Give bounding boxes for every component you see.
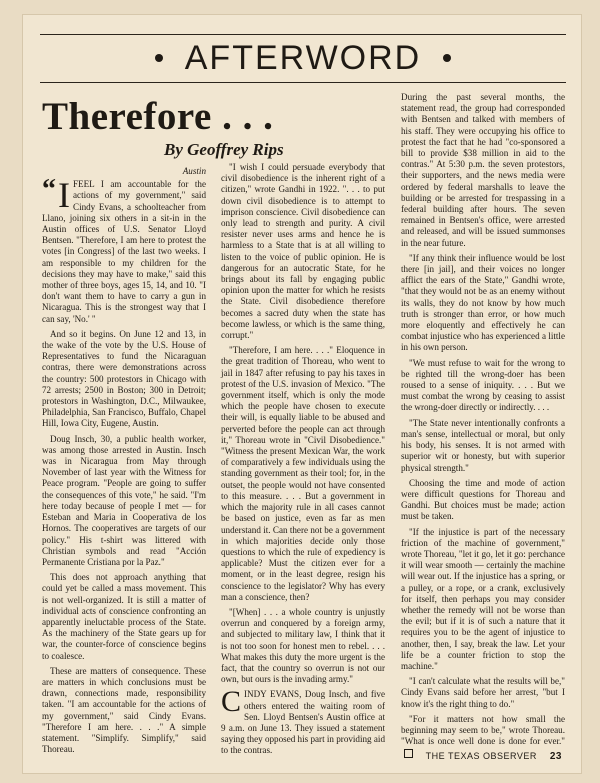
paragraph: “ I FEEL I am accountable for the actions of my government," said Cindy Evans, a schoolteacher from Llano, joining six others in a sit-in in the Austin offices of U.S. Senator Lloyd Bentsen. "Therefore, I am here to protest the votes [in Congress] of the last two weeks. I am responsible to my children for the decisions they may have to make," said this mother of three boys, ages 15, 14, and 10. "I don't want them to have to carry a gun in Nicaragua. This is the strongest way that I can say, 'No.' " (42, 174, 206, 324)
paragraph: "For it matters not how small the beginning may seem to be," wrote Thoreau. "What is once well done is done for ever." (401, 714, 565, 759)
bullet-icon (155, 54, 163, 62)
paragraph: "We must refuse to wait for the wrong to be righted till the wrong-doer has been roused to a sense of iniquity. . . . But we must combat the wrong by ceasing to assist the wrong-doer directly or indirectly. . . . (401, 357, 565, 413)
page-number: 23 (549, 751, 562, 762)
text-column-3 (401, 92, 565, 763)
paragraph: "[When] . . . a whole country is unjustly overrun and conquered by a foreign army, and subjected to military law, I think that it is not too soon for honest men to rebel. . . . What makes this duty the more urgent is the fact, that the country so overrun is not our own, but ours is the invading army." (221, 606, 385, 685)
paragraph: Choosing the time and mode of action were difficult questions for Thoreau and Gandhi. But choices must be made; action must be taken. (401, 477, 565, 522)
paragraph: "If any think their influence would be lost there [in jail], and their voices no longer afflict the ears of the State," Gandhi wrote, "that they would not be as an enemy without its walls, they do not know by how much truth is stronger than error, or how much more eloquently and effectively he can combat injustice who has experienced a little in his own person. (401, 252, 565, 353)
page-footer (426, 751, 562, 762)
paragraph: During the past several months, the statement read, the group had corresponded with Bentsen and talked with members of his staff. They were occupying his office to protest the fact that he had "co-sponsored a bill to provide $38 million in aid to the contras." At 5:30 p.m. the seven protestors, their supporters, and the news media were ordered by federal marshalls to leave the building or be arrested for trespassing in a federal building after hours. The seven remained in Bentsen's office, were arrested and released, and will be issued summonses in the near future. (401, 92, 565, 248)
publication-name: THE TEXAS OBSERVER (425, 751, 537, 761)
paragraph: "If the injustice is part of the necessary friction of the machine of government," wrote Thoreau, "let it go, let it go: perchance it will wear smooth — certainly the machine will wear out. If the injustice has a spring, or a pulley, or a rope, or a crank, exclusively for itself, then perhaps you may consider whether the remedy will not be worse than the evil; but if it is of such a nature that it requires you to be the agent of injustice to another, then, I say, break the law. Let your life be a counter friction to stop the machine." (401, 526, 565, 671)
header-rule (40, 82, 566, 83)
paragraph: Doug Insch, 30, a public health worker, was among those arrested in Austin. Insch was in Nicaragua from May through November of last year with the Witness for Peace program. "People are going to suffer the consequences of this vote," he said. "I'm here today because of people I met — for Esteban and Maria in Cooperativa de los Hornos. The cooperatives are targets of our policy." His t-shirt was littered with Christian symbols and read "Acción Permanente Cristiana por la Paz." (42, 433, 206, 567)
article-byline: By Geoffrey Rips (164, 140, 284, 159)
paragraph: "Therefore, I am here. . . ." Eloquence in the great tradition of Thoreau, who went to jail in 1847 after refusing to pay his taxes in protest of the U.S. invasion of Mexico. "The government itself, which is only the mode which the people have chosen to execute their will, is equally liable to be abused and perverted before the people can act through it," Thoreau wrote in "Civil Disobedience." "Witness the present Mexican War, the work of comparatively a few individuals using the standing government as their tool; for, in the outset, the people would not have consented to this measure. . . . But a government in which the majority rule in all cases cannot be based on justice, even as far as men understand it. Can there not be a government in which majorities decide only those questions to which the rule of expediency is applicable? Must the citizen ever for a moment, or in the least degree, resign his conscience to the legislator? Why has every man a conscience, then? (221, 345, 385, 602)
paragraph: These are matters of consequence. These are matters in which conclusions must be drawn, connections made, responsibility taken. "I am accountable for the actions of my government," said Cindy Evans. "Therefore I am here. . . ." A simple statement. "Simplify. Simplify," said Thoreau. (42, 665, 206, 755)
bullet-icon (443, 54, 451, 62)
magazine-page (22, 14, 582, 774)
text-column-2 (221, 162, 385, 761)
paragraph: CINDY EVANS, Doug Insch, and five others entered the waiting room of Sen. Lloyd Bentsen's Austin office at 9 a.m. on June 13. They issued a statement saying they opposed his part in providing aid to the contras. (221, 685, 385, 756)
drop-cap: I (58, 175, 70, 216)
section-title: AFTERWORD (184, 38, 422, 77)
paragraph: "I wish I could persuade everybody that civil disobedience is the inherent right of a citizen," wrote Gandhi in 1922. ". . . to put down civil disobedience is to attempt to imprison conscience. Civil disobedience can only lead to strength and purity. A civil resister never uses arms and hence he is harmless to a State that is at all willing to listen to the voice of public opinion. He is dangerous for an autocratic State, for he brings about its fall by engaging public opinion upon the matter for which he resists the State. Civil disobedience therefore becomes a sacred duty when the state has become lawless, or which is the same thing, corrupt." (221, 162, 385, 341)
end-mark-icon (404, 749, 413, 758)
paragraph: "I can't calculate what the results will be," Cindy Evans said before her arrest, "but I know it's the right thing to do." (401, 676, 565, 709)
dateline: Austin (182, 166, 206, 176)
top-rule (40, 34, 566, 35)
section-header (40, 36, 566, 80)
paragraph: "The State never intentionally confronts a man's sense, intellectual or moral, but only his body, his senses. It is not armed with superior wit or honesty, but with superior physical strength." (401, 417, 565, 473)
opening-quote-icon: “ (42, 174, 56, 206)
text-column-1 (42, 166, 206, 759)
paragraph: This does not approach anything that could yet be called a mass movement. This is not well-organized. It is still a matter of individual acts of conscience confronting an apparently ineluctable process of the State. As the machinery of the State gears up for war, the counter-force of conscience begins to coalesce. (42, 572, 206, 661)
article-headline: Therefore . . . (42, 95, 274, 138)
drop-cap: C (221, 685, 242, 719)
paragraph: And so it begins. On June 12 and 13, in the wake of the vote by the U.S. House of Representatives to fund the Nicaraguan contras, there were demonstrations across the country: 500 protestors in Chicago with 72 arrests; 2500 in Boston; 300 in Detroit; protestors in Washington, D.C., Milwaukee, Philadelphia, San Francisco, Buffalo, Chapel Hill, Iowa City, Eugene, Austin. (42, 328, 206, 429)
